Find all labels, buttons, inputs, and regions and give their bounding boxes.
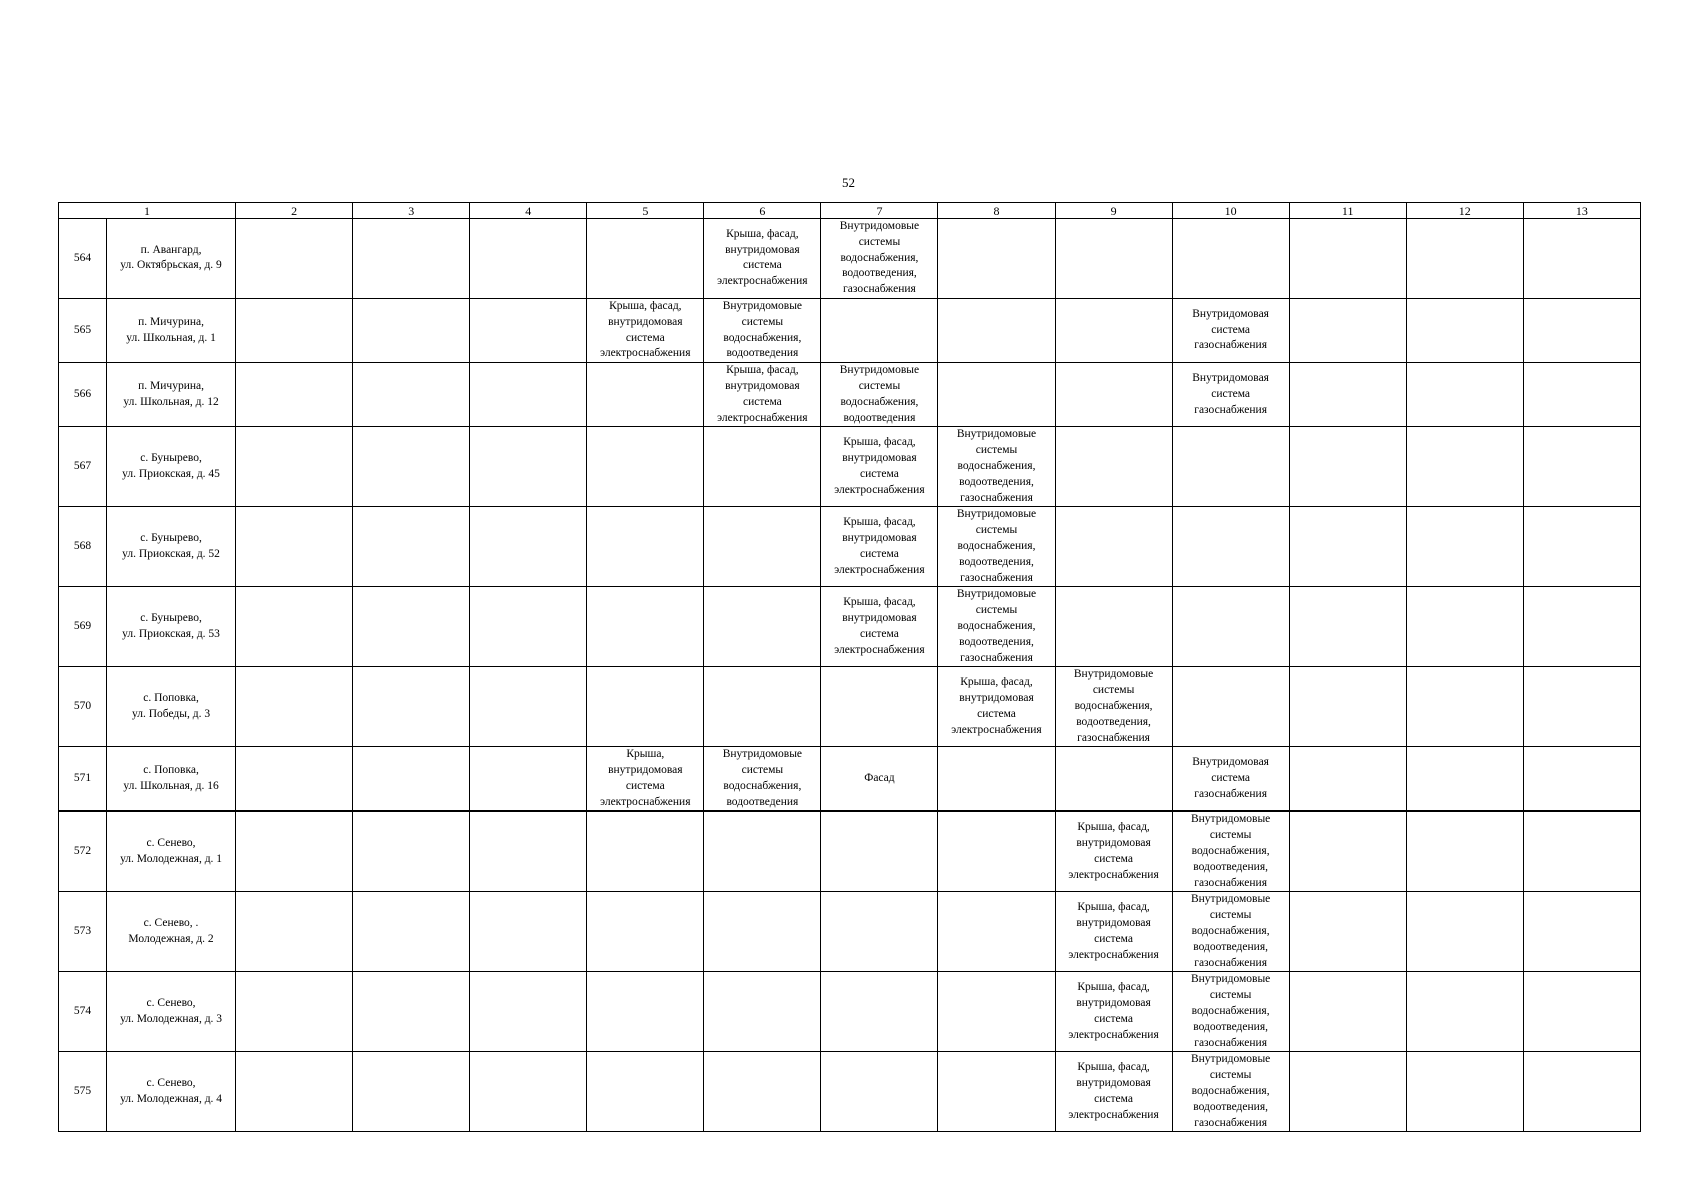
work-text: Крыша, фасад, внутридомовая система электроснабжения — [1068, 981, 1159, 1041]
work-cell — [470, 363, 587, 427]
work-text: Крыша, фасад, внутридомовая система электроснабжения — [717, 364, 808, 424]
work-cell — [1055, 811, 1172, 891]
work-cell — [1172, 892, 1289, 972]
work-cell — [821, 427, 938, 507]
work-cell — [821, 363, 938, 427]
work-cell — [1406, 507, 1523, 587]
work-cell — [1055, 1052, 1172, 1132]
work-cell — [1406, 892, 1523, 972]
work-cell — [236, 298, 353, 362]
work-cell — [236, 427, 353, 507]
work-cell — [1289, 1052, 1406, 1132]
work-cell — [704, 892, 821, 972]
work-cell — [1523, 972, 1640, 1052]
work-cell — [704, 587, 821, 667]
work-cell — [938, 219, 1055, 299]
work-text: Крыша, фасад, внутридомовая система электроснабжения — [1068, 1061, 1159, 1121]
table-row — [59, 892, 1641, 972]
address-cell: с. Бунырево, ул. Приокская, д. 45 — [107, 427, 236, 507]
work-cell — [1055, 667, 1172, 747]
table-body — [59, 219, 1641, 1132]
work-cell — [704, 667, 821, 747]
work-cell — [1172, 747, 1289, 812]
work-cell — [1055, 363, 1172, 427]
work-cell — [587, 427, 704, 507]
work-cell — [353, 363, 470, 427]
work-cell — [1523, 811, 1640, 891]
work-text: Внутридомовые системы водоснабжения, водоотведения, газоснабжения — [956, 428, 1037, 504]
work-cell — [587, 363, 704, 427]
work-cell — [353, 219, 470, 299]
work-cell — [236, 811, 353, 891]
work-cell — [1289, 747, 1406, 812]
work-text: Внутридомовая система газоснабжения — [1192, 307, 1269, 352]
work-cell — [821, 219, 938, 299]
work-text: Внутридомовые системы водоснабжения, водоотведения, газоснабжения — [839, 220, 920, 296]
work-text: Внутридомовые системы водоснабжения, водоотведения, газоснабжения — [1190, 893, 1271, 969]
work-cell — [821, 587, 938, 667]
work-cell — [938, 363, 1055, 427]
table-row — [59, 363, 1641, 427]
work-cell — [1523, 507, 1640, 587]
work-text: Внутридомовые системы водоснабжения, водоотведения, газоснабжения — [956, 588, 1037, 664]
work-cell — [938, 298, 1055, 362]
work-cell — [1523, 667, 1640, 747]
work-cell — [353, 667, 470, 747]
work-cell — [1523, 427, 1640, 507]
table-row — [59, 427, 1641, 507]
work-text: Внутридомовые системы водоснабжения, водоотведения — [722, 299, 803, 360]
work-cell — [236, 363, 353, 427]
work-cell — [470, 972, 587, 1052]
work-cell — [1172, 587, 1289, 667]
work-cell — [1406, 219, 1523, 299]
work-cell — [470, 507, 587, 587]
work-cell — [938, 1052, 1055, 1132]
row-number: 567 — [59, 427, 107, 507]
work-cell — [938, 427, 1055, 507]
row-number: 568 — [59, 507, 107, 587]
work-cell — [1055, 507, 1172, 587]
work-text: Крыша, фасад, внутридомовая система электроснабжения — [951, 676, 1042, 736]
work-cell — [470, 811, 587, 891]
work-cell — [1289, 587, 1406, 667]
work-cell — [938, 667, 1055, 747]
work-cell — [1289, 427, 1406, 507]
table-row — [59, 587, 1641, 667]
header-row — [59, 203, 1641, 219]
table-row — [59, 667, 1641, 747]
work-cell — [1055, 298, 1172, 362]
address-cell: с. Поповка, ул. Победы, д. 3 — [107, 667, 236, 747]
work-cell — [236, 1052, 353, 1132]
work-cell — [704, 747, 821, 812]
work-cell — [1172, 363, 1289, 427]
work-cell — [1172, 667, 1289, 747]
work-cell — [1523, 363, 1640, 427]
work-cell — [1055, 972, 1172, 1052]
table-row — [59, 219, 1641, 299]
work-cell — [236, 892, 353, 972]
work-cell — [821, 892, 938, 972]
work-cell — [470, 667, 587, 747]
column-header: 10 — [1172, 203, 1289, 219]
work-cell — [1289, 892, 1406, 972]
column-header: 4 — [470, 203, 587, 219]
work-cell — [353, 972, 470, 1052]
row-number: 569 — [59, 587, 107, 667]
work-cell — [1289, 667, 1406, 747]
work-cell — [1172, 811, 1289, 891]
work-text: Внутридомовые системы водоснабжения, водоотведения, газоснабжения — [1190, 813, 1271, 889]
work-cell — [353, 811, 470, 891]
work-text: Крыша, фасад, внутридомовая система электроснабжения — [834, 596, 925, 656]
work-cell — [1406, 667, 1523, 747]
work-cell — [470, 1052, 587, 1132]
work-cell — [587, 298, 704, 362]
row-number: 573 — [59, 892, 107, 972]
work-cell — [236, 587, 353, 667]
work-cell — [587, 747, 704, 812]
address-cell: с. Сенево, ул. Молодежная, д. 4 — [107, 1052, 236, 1132]
row-number: 564 — [59, 219, 107, 299]
table-row — [59, 298, 1641, 362]
work-cell — [1406, 972, 1523, 1052]
work-cell — [1172, 972, 1289, 1052]
work-cell — [1289, 972, 1406, 1052]
work-cell — [1172, 1052, 1289, 1132]
row-number: 566 — [59, 363, 107, 427]
address-cell: п. Мичурина, ул. Школьная, д. 1 — [107, 298, 236, 362]
work-cell — [1289, 507, 1406, 587]
table-row — [59, 972, 1641, 1052]
work-text: Крыша, внутридомовая система электроснабжения — [600, 748, 691, 808]
address-cell: с. Поповка, ул. Школьная, д. 16 — [107, 747, 236, 812]
work-cell — [353, 747, 470, 812]
work-cell — [236, 667, 353, 747]
work-cell — [587, 1052, 704, 1132]
column-header: 1 — [59, 203, 236, 219]
address-cell: п. Авангард, ул. Октябрьская, д. 9 — [107, 219, 236, 299]
column-header: 7 — [821, 203, 938, 219]
page-number: 52 — [842, 175, 855, 190]
work-cell — [236, 972, 353, 1052]
work-text: Крыша, фасад, внутридомовая система электроснабжения — [834, 516, 925, 576]
work-cell — [704, 972, 821, 1052]
work-cell — [1289, 811, 1406, 891]
column-header: 2 — [236, 203, 353, 219]
work-cell — [1172, 219, 1289, 299]
work-cell — [821, 298, 938, 362]
work-text: Внутридомовые системы водоснабжения, водоотведения — [722, 748, 803, 808]
work-cell — [236, 507, 353, 587]
column-header: 12 — [1406, 203, 1523, 219]
work-cell — [821, 1052, 938, 1132]
work-cell — [821, 507, 938, 587]
address-cell: с. Сенево, ул. Молодежная, д. 3 — [107, 972, 236, 1052]
work-cell — [1055, 427, 1172, 507]
work-cell — [587, 892, 704, 972]
work-text: Внутридомовая система газоснабжения — [1192, 372, 1269, 416]
work-cell — [587, 811, 704, 891]
column-header: 13 — [1523, 203, 1640, 219]
work-cell — [938, 811, 1055, 891]
work-cell — [236, 219, 353, 299]
work-cell — [470, 298, 587, 362]
work-cell — [704, 1052, 821, 1132]
work-cell — [1289, 363, 1406, 427]
work-text: Внутридомовая система газоснабжения — [1192, 756, 1269, 800]
work-cell — [587, 507, 704, 587]
work-cell — [587, 219, 704, 299]
work-cell — [938, 972, 1055, 1052]
work-cell — [587, 587, 704, 667]
work-text: Внутридомовые системы водоснабжения, водоотведения, газоснабжения — [956, 508, 1037, 584]
work-cell — [1172, 427, 1289, 507]
work-cell — [470, 892, 587, 972]
column-header: 6 — [704, 203, 821, 219]
work-cell — [470, 219, 587, 299]
work-cell — [938, 507, 1055, 587]
work-text: Крыша, фасад, внутридомовая система электроснабжения — [600, 299, 691, 360]
work-cell — [353, 427, 470, 507]
row-number: 565 — [59, 298, 107, 362]
address-cell: с. Бунырево, ул. Приокская, д. 53 — [107, 587, 236, 667]
work-cell — [704, 298, 821, 362]
work-cell — [353, 298, 470, 362]
work-cell — [1523, 298, 1640, 362]
work-cell — [1523, 1052, 1640, 1132]
work-cell — [353, 507, 470, 587]
work-cell — [704, 811, 821, 891]
work-cell — [938, 587, 1055, 667]
work-cell — [1523, 219, 1640, 299]
work-cell — [1289, 298, 1406, 362]
row-number: 572 — [59, 811, 107, 891]
address-cell: с. Сенево, . Молодежная, д. 2 — [107, 892, 236, 972]
work-cell — [1172, 298, 1289, 362]
work-cell — [821, 972, 938, 1052]
row-number: 571 — [59, 747, 107, 812]
work-cell — [1172, 507, 1289, 587]
work-cell — [1055, 892, 1172, 972]
work-cell — [1055, 587, 1172, 667]
work-cell — [470, 587, 587, 667]
work-text: Внутридомовые системы водоснабжения, водоотведения, газоснабжения — [1190, 973, 1271, 1049]
row-number: 570 — [59, 667, 107, 747]
work-cell — [1055, 219, 1172, 299]
work-cell — [938, 892, 1055, 972]
work-cell — [353, 1052, 470, 1132]
table-row — [59, 747, 1641, 812]
work-cell — [1289, 219, 1406, 299]
table-row — [59, 811, 1641, 891]
work-cell — [704, 363, 821, 427]
work-cell — [821, 667, 938, 747]
work-cell — [470, 747, 587, 812]
address-cell: п. Мичурина, ул. Школьная, д. 12 — [107, 363, 236, 427]
work-cell — [704, 507, 821, 587]
work-cell — [821, 811, 938, 891]
work-text: Фасад — [864, 771, 895, 784]
work-cell — [470, 427, 587, 507]
work-cell — [1406, 427, 1523, 507]
column-header: 9 — [1055, 203, 1172, 219]
work-cell — [1406, 747, 1523, 812]
work-text: Крыша, фасад, внутридомовая система электроснабжения — [834, 436, 925, 496]
work-text: Внутридомовые системы водоснабжения, водоотведения, газоснабжения — [1190, 1053, 1271, 1129]
row-number: 574 — [59, 972, 107, 1052]
work-cell — [1055, 747, 1172, 812]
work-cell — [1406, 1052, 1523, 1132]
work-cell — [704, 219, 821, 299]
work-text: Внутридомовые системы водоснабжения, водоотведения — [839, 364, 920, 424]
work-cell — [1406, 811, 1523, 891]
work-text: Внутридомовые системы водоснабжения, водоотведения, газоснабжения — [1073, 668, 1154, 744]
work-cell — [1523, 587, 1640, 667]
work-cell — [821, 747, 938, 812]
address-cell: с. Сенево, ул. Молодежная, д. 1 — [107, 811, 236, 891]
work-cell — [353, 892, 470, 972]
column-header: 8 — [938, 203, 1055, 219]
work-cell — [1406, 587, 1523, 667]
work-cell — [704, 427, 821, 507]
row-number: 575 — [59, 1052, 107, 1132]
address-cell: с. Бунырево, ул. Приокская, д. 52 — [107, 507, 236, 587]
work-cell — [353, 587, 470, 667]
table-row — [59, 507, 1641, 587]
work-cell — [938, 747, 1055, 812]
work-cell — [1406, 363, 1523, 427]
work-cell — [587, 972, 704, 1052]
work-text: Крыша, фасад, внутридомовая система электроснабжения — [1068, 821, 1159, 881]
work-text: Крыша, фасад, внутридомовая система электроснабжения — [717, 227, 808, 288]
work-cell — [236, 747, 353, 812]
repair-schedule-table — [58, 202, 1641, 1132]
work-cell — [1523, 892, 1640, 972]
column-header: 3 — [353, 203, 470, 219]
column-header: 11 — [1289, 203, 1406, 219]
table-header — [59, 203, 1641, 219]
work-cell — [587, 667, 704, 747]
work-cell — [1406, 298, 1523, 362]
column-header: 5 — [587, 203, 704, 219]
work-text: Крыша, фасад, внутридомовая система электроснабжения — [1068, 901, 1159, 961]
work-cell — [1523, 747, 1640, 812]
table-row — [59, 1052, 1641, 1132]
